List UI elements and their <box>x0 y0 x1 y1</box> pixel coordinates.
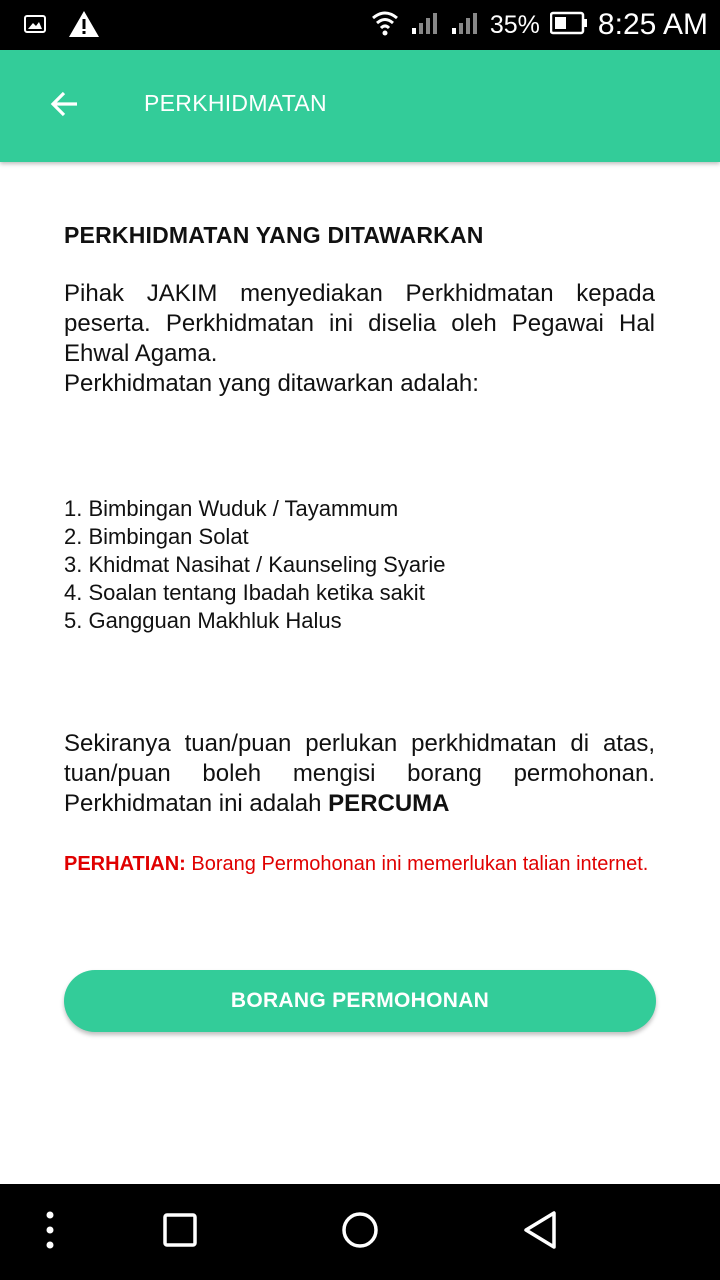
clock: 8:25 AM <box>597 8 708 41</box>
closing-paragraph <box>64 729 655 819</box>
application-form-button[interactable]: BORANG PERMOHONAN <box>64 970 656 1032</box>
triangle-back-icon <box>522 1210 558 1255</box>
arrow-left-icon <box>49 89 79 124</box>
main-content <box>64 222 655 897</box>
image-notification-icon <box>24 13 46 40</box>
battery-percent: 35% <box>489 10 540 39</box>
list-item: 5. Gangguan Makhluk Halus <box>64 608 342 633</box>
back-nav-button[interactable] <box>510 1208 570 1256</box>
circle-icon <box>341 1211 379 1254</box>
more-vert-icon <box>45 1210 55 1255</box>
battery-icon <box>550 11 588 40</box>
app-bar <box>0 50 720 162</box>
intro-list-lead: Perkhidmatan yang ditawarkan adalah: <box>64 370 479 397</box>
notice-label: PERHATIAN: <box>64 853 186 875</box>
list-item: 2. Bimbingan Solat <box>64 524 249 549</box>
closing-text: Sekiranya tuan/puan perlukan perkhidmatan di atas, tuan/puan boleh mengisi borang permohonan. Perkhidmatan ini adalah <box>64 730 655 817</box>
warning-icon <box>68 10 100 43</box>
list-item: 1. Bimbingan Wuduk / Tayammum <box>64 496 399 521</box>
services-list <box>64 495 655 635</box>
page-title: PERKHIDMATAN <box>144 90 327 116</box>
closing-emphasis: PERCUMA <box>328 790 450 817</box>
list-item: 3. Khidmat Nasihat / Kaunseling Syarie <box>64 552 446 577</box>
signal-icon-sim2 <box>450 10 480 41</box>
back-button[interactable] <box>40 84 88 128</box>
section-heading: PERKHIDMATAN YANG DITAWARKAN <box>64 222 484 248</box>
recents-button[interactable] <box>150 1208 210 1256</box>
intro-paragraph: Pihak JAKIM menyediakan Perkhidmatan kepada peserta. Perkhidmatan ini diselia oleh Pegawai Hal Ehwal Agama. <box>64 280 655 367</box>
home-button[interactable] <box>330 1208 390 1256</box>
signal-icon-sim1 <box>410 10 440 41</box>
notice-paragraph <box>64 851 655 877</box>
system-nav-bar <box>0 1184 720 1280</box>
list-item: 4. Soalan tentang Ibadah ketika sakit <box>64 580 425 605</box>
wifi-icon <box>370 9 400 42</box>
notice-text: Borang Permohonan ini memerlukan talian internet. <box>191 853 649 875</box>
square-icon <box>163 1213 197 1252</box>
status-bar <box>0 0 720 50</box>
menu-button[interactable] <box>20 1208 80 1256</box>
